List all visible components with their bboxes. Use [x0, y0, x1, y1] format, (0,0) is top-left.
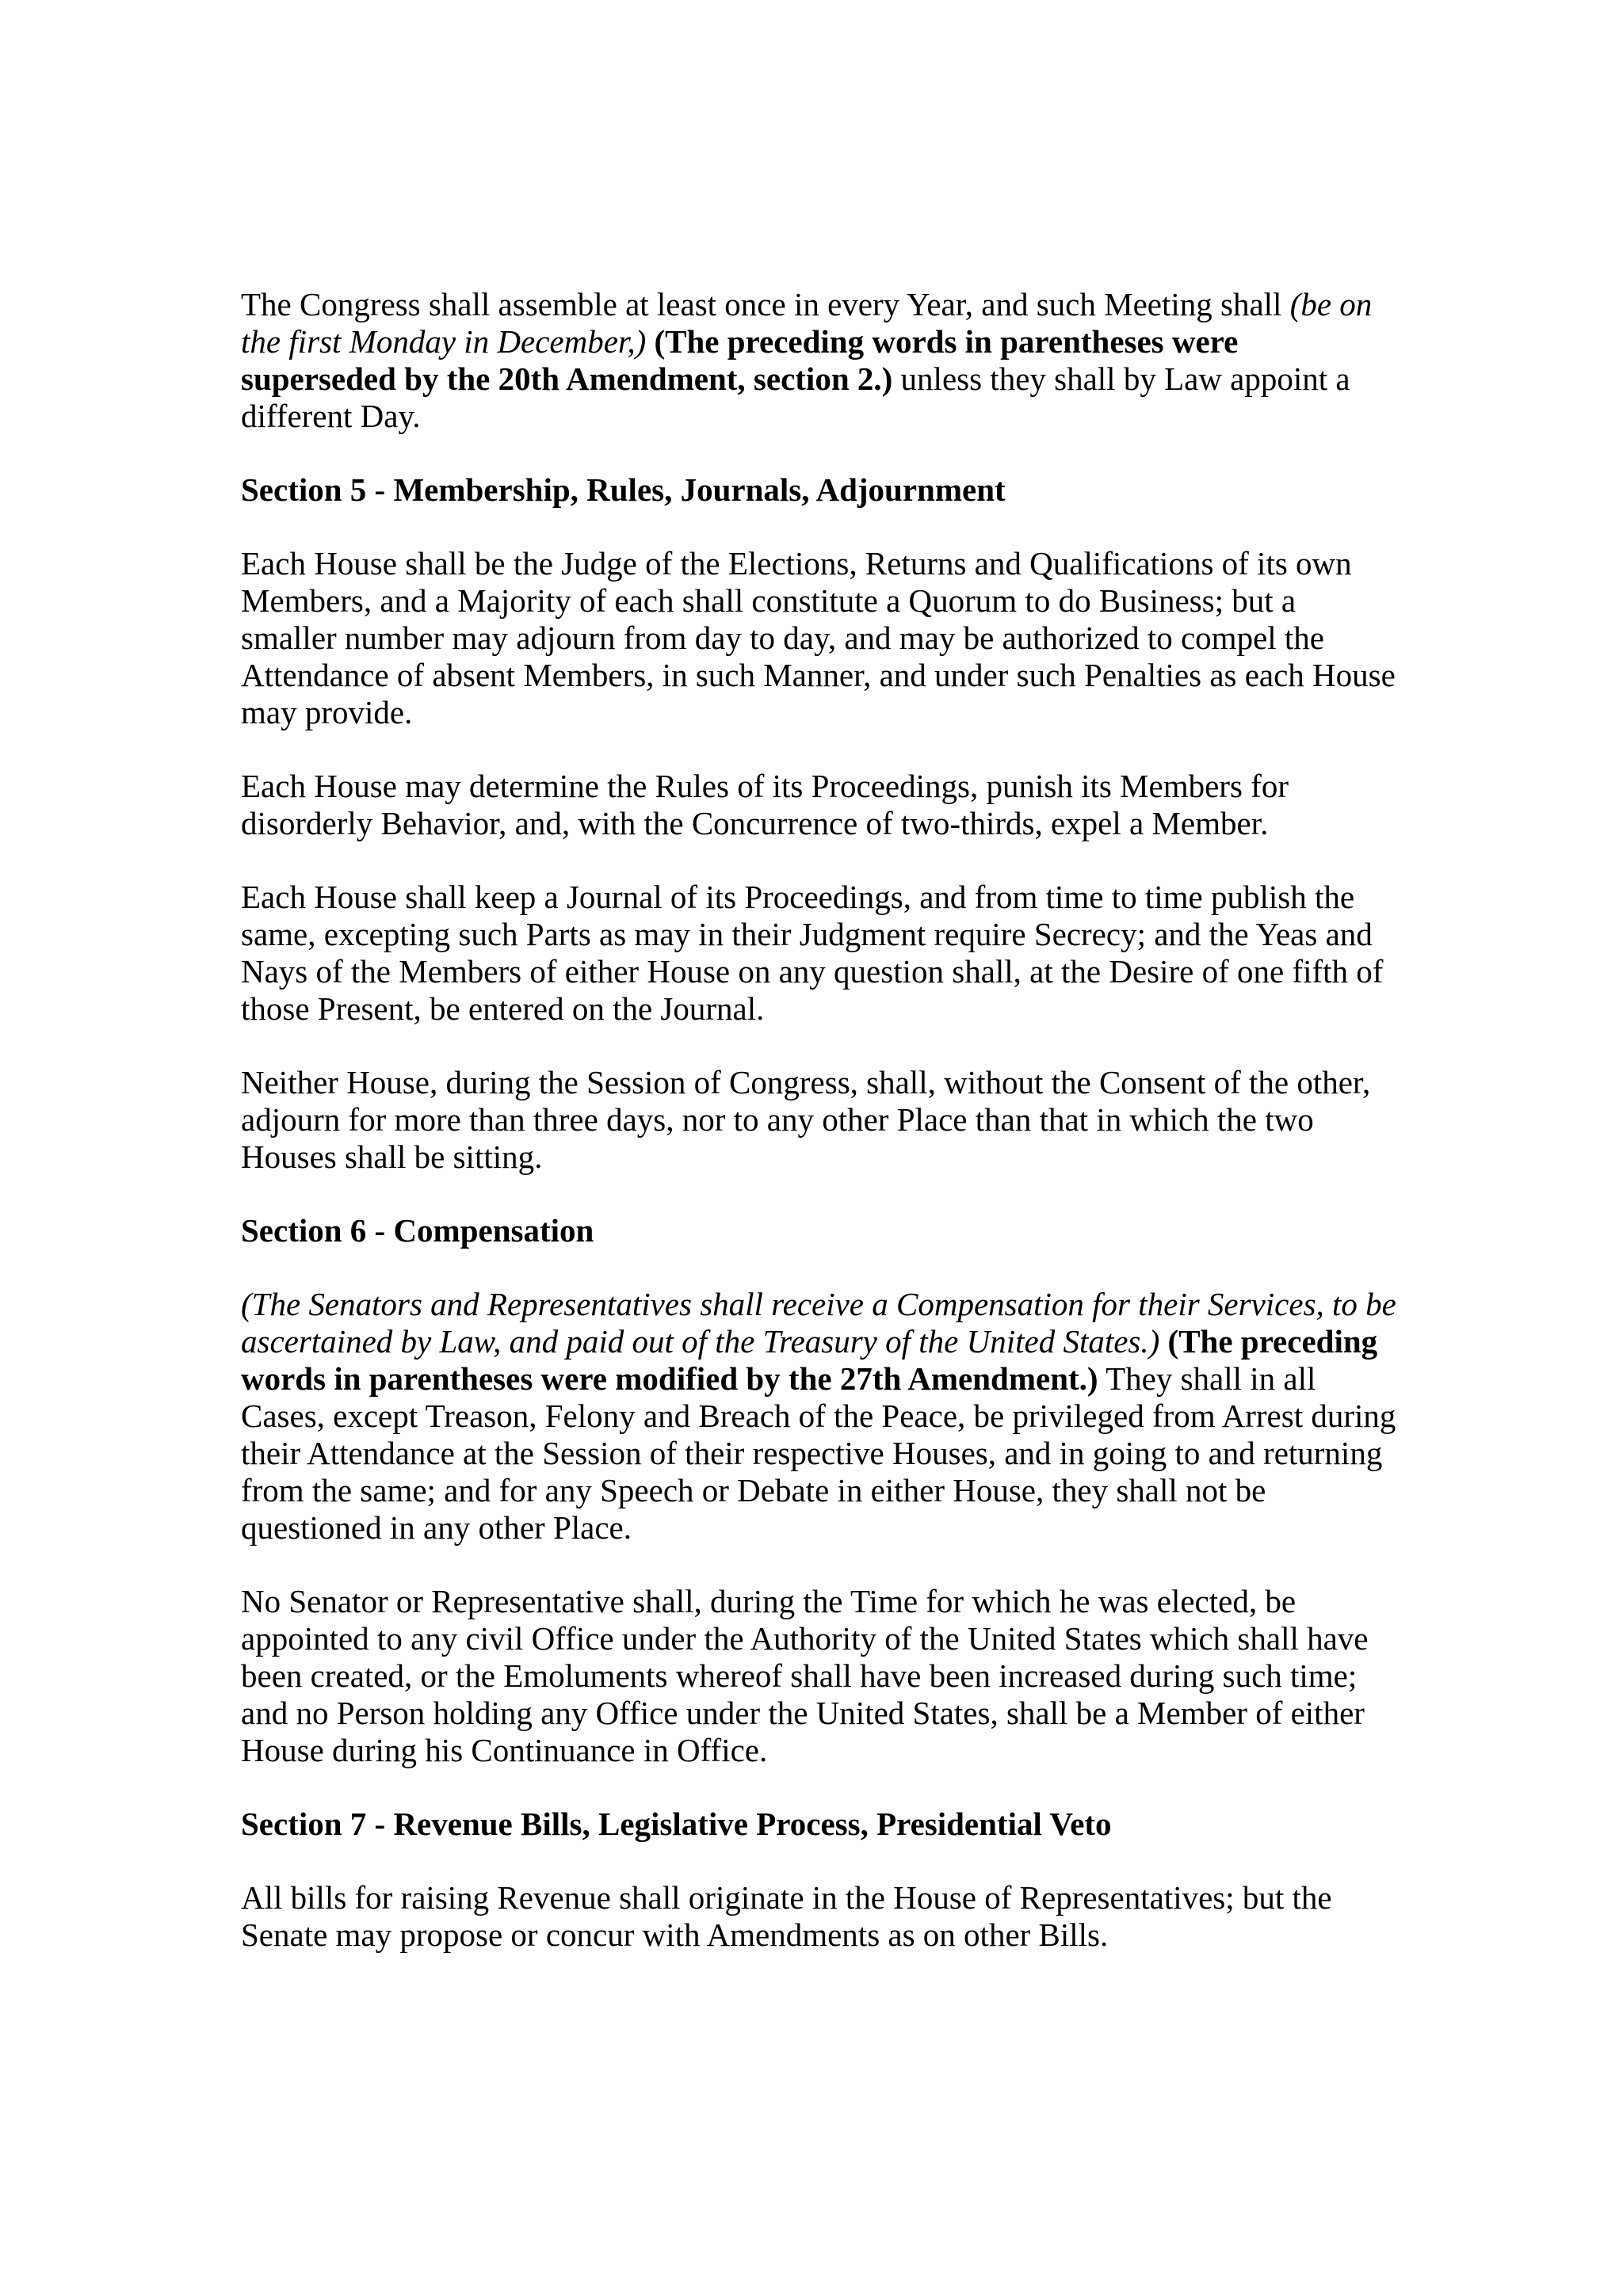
- document-page: [241, 286, 1398, 1990]
- section-5-paragraph-4: Neither House, during the Session of Congress, shall, without the Consent of the other, adjourn for more than three days, nor to any other Place than that in which the two Houses shall be sitting.: [241, 1064, 1371, 1175]
- modified-text: (The Senators and Representatives shall receive a Compensation for their Services, to be ascertained by Law, and paid out of the Treasury of the United States.): [241, 1286, 1396, 1360]
- section-5-paragraph-3: Each House shall keep a Journal of its Proceedings, and from time to time publish the same, excepting such Parts as may in their Judgment require Secrecy; and the Yeas and Nays of the Members of either House on any question shall, at the Desire of one fifth of those Present, be entered on the Journal.: [241, 879, 1384, 1027]
- amendment-note: (The preceding words in parentheses were modified by the 27th Amendment.): [241, 1323, 1378, 1397]
- section-7-paragraph-1: All bills for raising Revenue shall originate in the House of Representatives; but the Senate may propose or concur with Amendments as on other Bills.: [241, 1879, 1332, 1953]
- superseded-text: (be on the first Monday in December,): [241, 286, 1373, 360]
- section-6-paragraph-1: [241, 1286, 1398, 1547]
- paragraph-text: unless they shall by Law appoint a different Day.: [241, 360, 1350, 434]
- paragraph-text: The Congress shall assemble at least once in every Year, and such Meeting shall: [241, 286, 1290, 322]
- section-6-paragraph-2: No Senator or Representative shall, during the Time for which he was elected, be appointed to any civil Office under the Authority of the United States which shall have been created, or the Emoluments whereof shall have been increased during such time; and no Person holding any Office under the United States, shall be a Member of either House during his Continuance in Office.: [241, 1583, 1369, 1768]
- spacer-text: [646, 323, 654, 360]
- paragraph-text: They shall in all Cases, except Treason, Felony and Breach of the Peace, be privileged from Arrest during their Attendance at the Session of their respective Houses, and in going to and returning from the same; and for any Speech or Debate in either House, they shall not be questioned in any other Place.: [241, 1360, 1396, 1546]
- spacer-text: [1159, 1323, 1167, 1360]
- paragraph-congress-assembly: [241, 286, 1398, 435]
- section-5-heading: Section 5 - Membership, Rules, Journals, Adjournment: [241, 471, 1006, 508]
- section-6-heading: Section 6 - Compensation: [241, 1212, 594, 1249]
- section-5-paragraph-1: Each House shall be the Judge of the Elections, Returns and Qualifications of its own Members, and a Majority of each shall constitute a Quorum to do Business; but a smaller number may adjourn from day to day, and may be authorized to compel the Attendance of absent Members, in such Manner, and under such Penalties as each House may provide.: [241, 545, 1396, 730]
- amendment-note: (The preceding words in parentheses were superseded by the 20th Amendment, section 2.): [241, 323, 1239, 397]
- section-7-heading: Section 7 - Revenue Bills, Legislative Process, Presidential Veto: [241, 1806, 1112, 1842]
- section-5-paragraph-2: Each House may determine the Rules of its Proceedings, punish its Members for disorderly Behavior, and, with the Concurrence of two-thirds, expel a Member.: [241, 768, 1289, 841]
